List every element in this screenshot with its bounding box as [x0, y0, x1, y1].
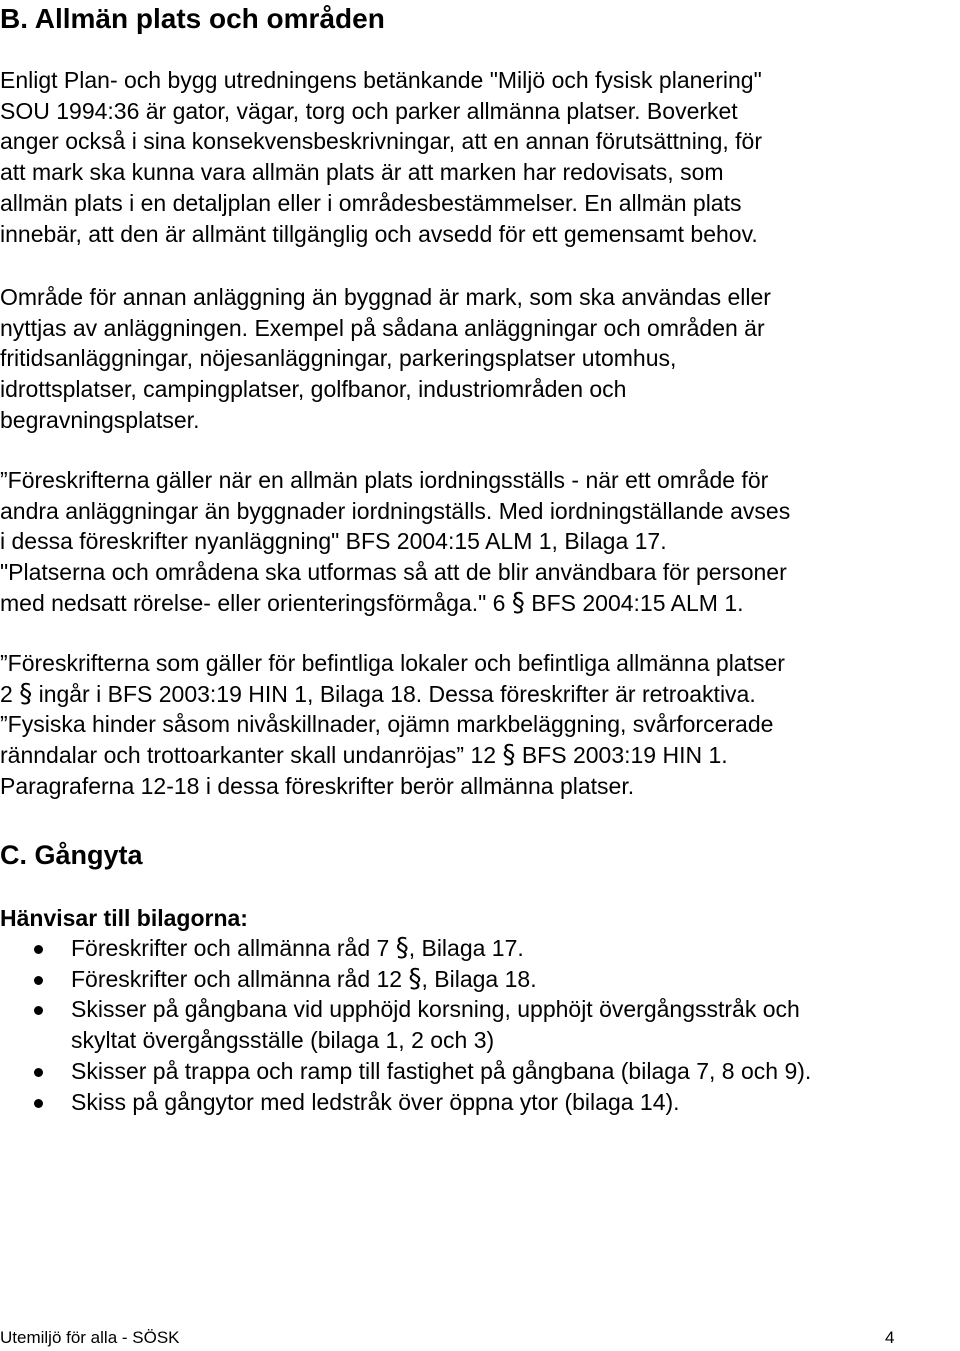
section-b-heading: B. Allmän plats och områden	[0, 3, 385, 34]
paragraph-2	[0, 282, 960, 436]
text-line: SOU 1994:36 är gator, vägar, torg och parker allmänna platser. Boverket	[0, 97, 738, 124]
text-line: med nedsatt rörelse- eller orienteringsförmåga." 6 § BFS 2004:15 ALM 1.	[0, 587, 744, 618]
text-line: "Platserna och områdena ska utformas så att de blir användbara för personer	[0, 559, 787, 586]
list-item	[0, 1087, 960, 1118]
text-line: anger också i sina konsekvensbeskrivningar, att en annan förutsättning, för	[0, 128, 763, 155]
section-c-heading: C. Gångyta	[0, 840, 143, 870]
references-subheading: Hänvisar till bilagorna:	[0, 905, 248, 931]
text-line: ”Föreskrifterna som gäller för befintliga lokaler och befintliga allmänna platser	[0, 650, 785, 676]
text-line: ”Fysiska hinder såsom nivåskillnader, ojämn markbeläggning, svårforcerade	[0, 711, 774, 738]
text-line: andra anläggningar än byggnader iordningställs. Med iordningställande avses	[0, 497, 791, 524]
text-line: begravningsplatser.	[0, 406, 200, 433]
text-line: Föreskrifter och allmänna råd 7 §, Bilaga 17.	[71, 933, 524, 963]
text-line: Paragraferna 12-18 i dessa föreskrifter berör allmänna platser.	[0, 772, 635, 799]
section-sign: §	[395, 933, 409, 963]
bullet-icon	[34, 1068, 43, 1077]
section-sign: §	[19, 678, 33, 709]
text-line: att mark ska kunna vara allmän plats är att marken har redovisats, som	[0, 159, 724, 186]
text-line: nyttjas av anläggningen. Exempel på sådana anläggningar och områden är	[0, 314, 765, 341]
text-line: skyltat övergångsställe (bilaga 1, 2 och 3)	[71, 1027, 495, 1054]
list-item	[0, 1056, 960, 1087]
bullet-icon	[34, 976, 43, 985]
page-number: 4	[885, 1328, 895, 1347]
text-line: 2 § ingår i BFS 2003:19 HIN 1, Bilaga 18. Dessa föreskrifter är retroaktiva.	[0, 678, 756, 709]
section-sign: §	[511, 587, 525, 618]
section-sign: §	[502, 740, 516, 771]
bullet-icon	[34, 945, 43, 954]
list-item	[0, 964, 960, 995]
text-line: Föreskrifter och allmänna råd 12 §, Bilaga 18.	[71, 963, 537, 994]
references-list	[0, 933, 960, 1117]
text-line: Enligt Plan- och bygg utredningens betänkande "Miljö och fysisk planering"	[0, 67, 762, 93]
section-sign: §	[408, 963, 422, 994]
text-line: Skisser på gångbana vid upphöjd korsning, upphöjt övergångsstråk och	[71, 996, 800, 1023]
text-line: innebär, att den är allmänt tillgänglig och avsedd för ett gemensamt behov.	[0, 220, 758, 247]
text-line: Område för annan anläggning än byggnad är mark, som ska användas eller	[0, 284, 771, 310]
text-line: Skiss på gångytor med ledstråk över öppna ytor (bilaga 14).	[71, 1088, 680, 1115]
text-line: i dessa föreskrifter nyanläggning" BFS 2004:15 ALM 1, Bilaga 17.	[0, 528, 667, 555]
paragraph-4	[0, 648, 960, 802]
text-line: fritidsanläggningar, nöjesanläggningar, parkeringsplatser utomhus,	[0, 345, 677, 372]
text-line: idrottsplatser, campingplatser, golfbanor, industriområden och	[0, 376, 627, 403]
paragraph-3	[0, 465, 960, 619]
list-item	[0, 933, 960, 964]
paragraph-1	[0, 65, 960, 249]
bullet-icon	[34, 1006, 43, 1015]
text-line: ränndalar och trottoarkanter skall undanröjas” 12 § BFS 2003:19 HIN 1.	[0, 740, 728, 771]
footer-title: Utemiljö för alla - SÖSK	[0, 1328, 180, 1347]
bullet-icon	[34, 1099, 43, 1108]
text-line: Skisser på trappa och ramp till fastighet på gångbana (bilaga 7, 8 och 9).	[71, 1057, 812, 1084]
text-line: ”Föreskrifterna gäller när en allmän plats iordningsställs - när ett område för	[0, 467, 769, 493]
text-line: allmän plats i en detaljplan eller i områdesbestämmelser. En allmän plats	[0, 189, 742, 216]
list-item	[0, 994, 960, 1055]
